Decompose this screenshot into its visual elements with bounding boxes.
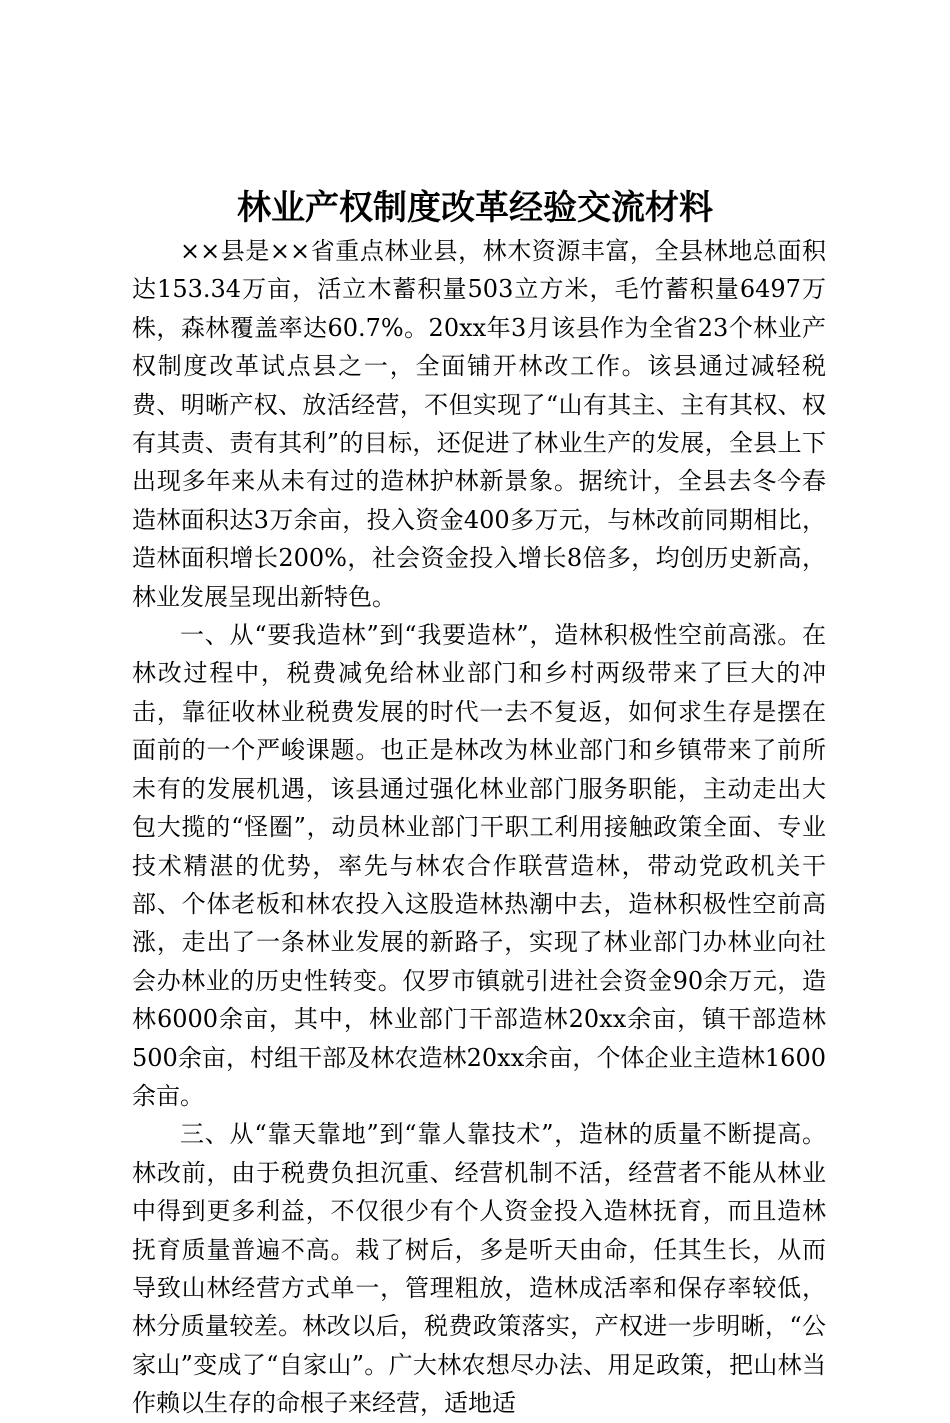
- document-title: 林业产权制度改革经验交流材料: [237, 188, 713, 228]
- document-body: [132, 232, 826, 1423]
- paragraph-intro: ××县是××省重点林业县，林木资源丰富，全县林地总面积达153.34万亩，活立木蓄积量503立方米，毛竹蓄积量6497万株，森林覆盖率达60.7%。20xx年3月该县作为全省23个林业产权制度改革试点县之一，全面铺开林改工作。该县通过减轻税费、明晰产权、放活经营，不但实现了“山有其主、主有其权、权有其责、责有其利”的目标，还促进了林业生产的发展，全县上下出现多年来从未有过的造林护林新景象。据统计，全县去冬今春造林面积达3万余亩，投入资金400多万元，与林改前同期相比，造林面积增长200%，社会资金投入增长8倍多，均创历史新高，林业发展呈现出新特色。: [132, 237, 826, 611]
- paragraph-section-three: 三、从“靠天靠地”到“靠人靠技术”，造林的质量不断提高。林改前，由于税费负担沉重、经营机制不活，经营者不能从林业中得到更多利益，不仅很少有个人资金投入造林抚育，而且造林抚育质量普遍不高。栽了树后，多是听天由命，任其生长，从而导致山林经营方式单一，管理粗放，造林成活率和保存率较低，林分质量较差。林改以后，税费政策落实，产权进一步明晰，“公家山”变成了“自家山”。广大林农想尽办法、用足政策，把山林当作赖以生存的命根子来经营，适地适: [132, 1120, 826, 1418]
- paragraph-section-one: 一、从“要我造林”到“我要造林”，造林积极性空前高涨。在林改过程中，税费减免给林业部门和乡村两级带来了巨大的冲击，靠征收林业税费发展的时代一去不复返，如何求生存是摆在面前的一个严峻课题。也正是林改为林业部门和乡镇带来了前所未有的发展机遇，该县通过强化林业部门服务职能，主动走出大包大揽的“怪圈”，动员林业部门干职工利用接触政策全面、专业技术精湛的优势，率先与林农合作联营造林，带动党政机关干部、个体老板和林农投入这股造林热潮中去，造林积极性空前高涨，走出了一条林业发展的新路子，实现了林业部门办林业向社会办林业的历史性转变。仅罗市镇就引进社会资金90余万元，造林6000余亩，其中，林业部门干部造林20xx余亩，镇干部造林500余亩，村组干部及林农造林20xx余亩，个体企业主造林1600余亩。: [132, 621, 826, 1110]
